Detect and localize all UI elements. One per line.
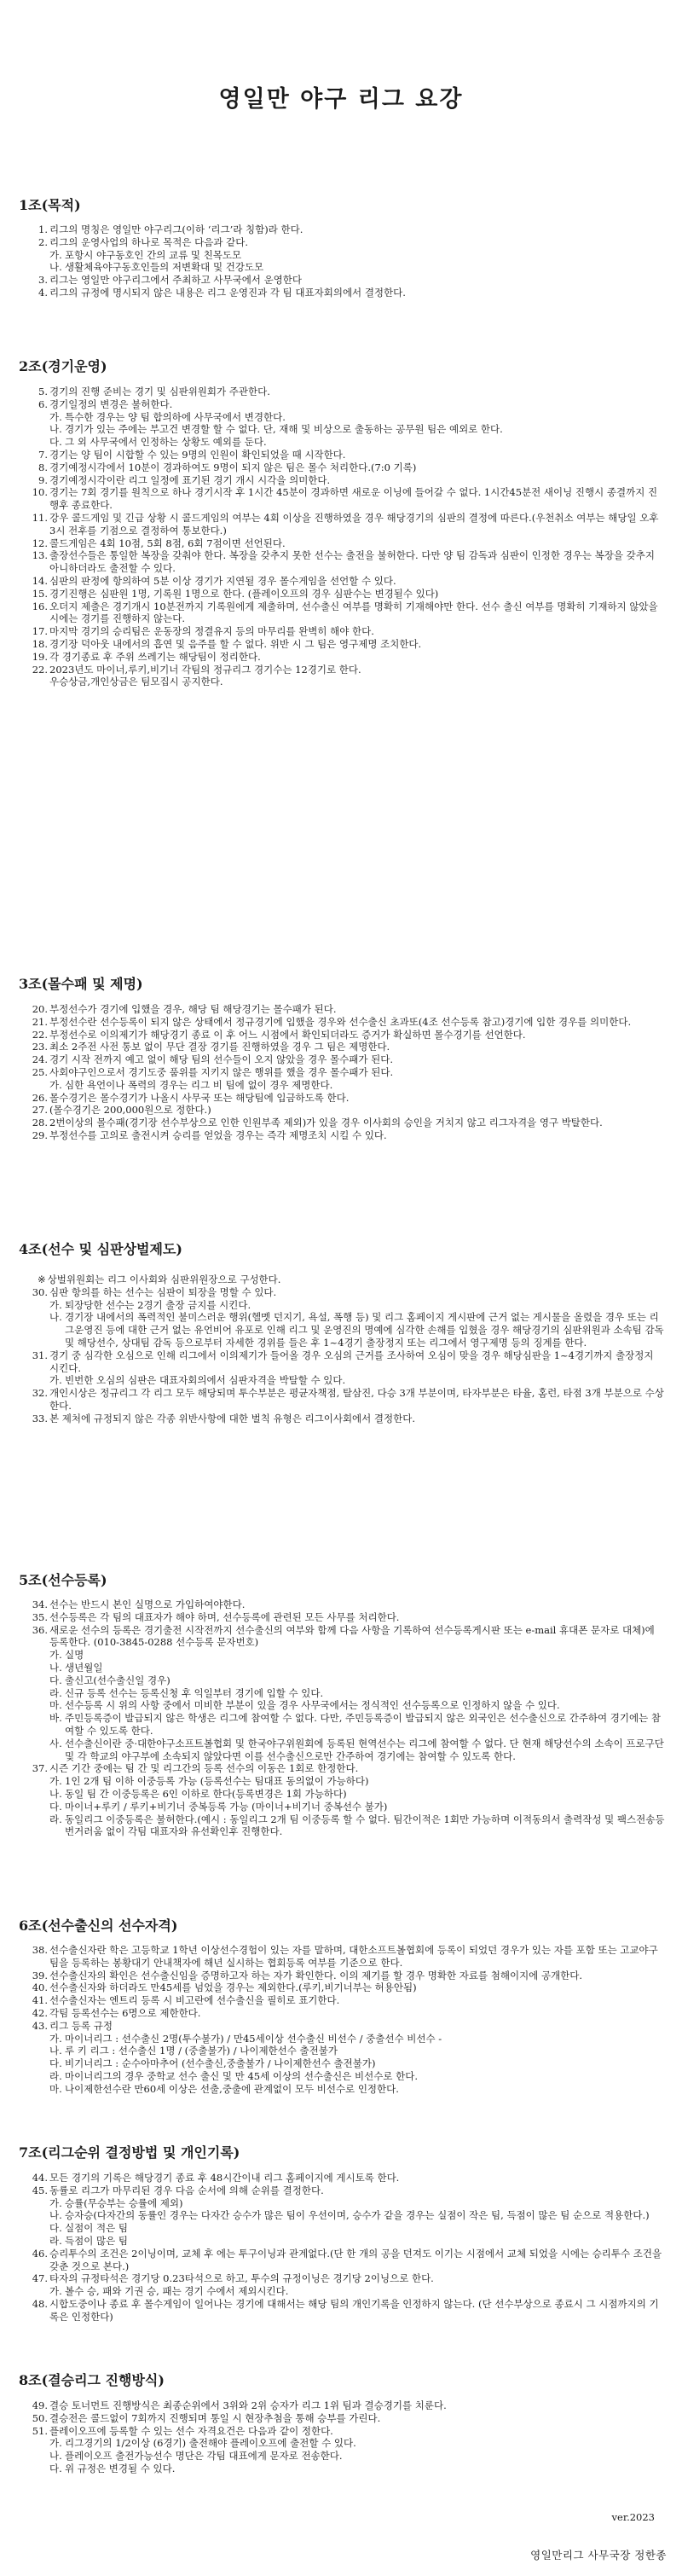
rule-subitem — [31, 2437, 665, 2450]
rule-item — [31, 1029, 665, 1041]
rule-subitem — [31, 1674, 665, 1687]
rule-text: 오더지 제출은 경기개시 10분전까지 기록원에게 제출하며, 선수출신 여부를 명확히 기재해야만 한다. 선수 출신 여부를 명확히 기재하지 않았을 시에는 경기를 진행하지 않는다. — [49, 600, 658, 625]
rule-item — [31, 537, 665, 550]
section-title: 2조(경기운영) — [19, 358, 107, 374]
rule-item — [31, 1104, 665, 1117]
rule-number: 34 . — [31, 1598, 48, 1611]
rule-list — [31, 223, 665, 299]
rule-text: 결승 토너먼트 진행방식은 최종순위에서 3위와 2위 승자가 리그 1위 팀과 결승경기를 치룬다. — [49, 2399, 447, 2411]
rule-number: 29 . — [31, 1129, 48, 1142]
subitem-marker: 사 . — [49, 1738, 62, 1750]
rule-text: 결승전은 콜드없이 7회까지 진행되며 통일 시 현장추첨을 통해 승부를 가린다. — [49, 2411, 381, 2424]
rule-item — [31, 1129, 665, 1142]
rule-text: 마지막 경기의 승리팀은 운동장의 정결유지 등의 마무리를 완벽히 해야 한다. — [49, 625, 374, 638]
rule-text: 경기예정시각이란 리그 일정에 표기된 경기 개시 시각을 의미한다. — [49, 473, 331, 486]
rule-item — [31, 1003, 665, 1016]
subitem-marker: 다 . — [49, 2463, 62, 2475]
rule-number: 39 . — [31, 1970, 48, 1982]
rule-subitem — [31, 2057, 665, 2070]
rule-subitem — [31, 2235, 665, 2248]
rule-item — [31, 2399, 665, 2412]
subitem-marker: 라 . — [49, 2235, 62, 2248]
rule-text: 부정선수가 경기에 입했을 경우, 해당 팀 해당경기는 몰수패가 된다. — [49, 1003, 337, 1015]
rule-text: 리그는 영일만 야구리그에서 주최하고 사무국에서 운영한다 — [49, 274, 302, 287]
rule-number: 46 . — [31, 2248, 48, 2260]
rule-subitem — [31, 1299, 665, 1312]
rule-text: 경기의 진행 준비는 경기 및 심판위원회가 주관한다. — [49, 386, 270, 397]
subitem-text: 플레이오프 출전가능선수 명단은 각팀 대표에게 문자로 전송한다. — [65, 2450, 343, 2463]
subitem-text: 포항시 야구동호인 간의 교류 및 친목도모 — [65, 248, 242, 261]
subitem-marker: 나 . — [49, 261, 62, 274]
rule-item — [31, 274, 665, 287]
rule-item — [31, 1117, 665, 1129]
rule-text: 사회야구인으로서 경기도중 품위를 지키지 않은 행위를 했을 경우 몰수패가 된다. — [49, 1065, 394, 1078]
rule-item — [31, 2412, 665, 2425]
subitem-marker: 다 . — [49, 1801, 62, 1813]
subitem-text: 실명 — [65, 1649, 84, 1662]
subitem-marker: 나 . — [49, 423, 62, 436]
subitem-text: 그 외 사무국에서 인정하는 상황도 예외를 둔다. — [65, 436, 267, 449]
subitem-text: 마이너리그의 경우 중학교 선수 출신 및 만 45세 이상의 선수출신은 비선수로 한다. — [65, 2069, 418, 2082]
subitem-text: 경기가 있는 주에는 부고건 변경할 할 수 없다. 단, 재해 및 비상으로 출동하는 공무원 팀은 예외로 한다. — [65, 423, 503, 436]
rule-number: 42 . — [31, 2007, 48, 2020]
rule-number: 45 . — [31, 2184, 48, 2197]
rule-item — [31, 512, 665, 537]
rule-number: 16 . — [31, 600, 48, 613]
rule-item — [31, 1970, 665, 1982]
rule-item — [31, 664, 665, 676]
subitem-marker: 가 . — [49, 2033, 62, 2045]
subitem-text: 주민등록증이 발급되지 않은 학생은 리그에 참여할 수 없다. 다만, 주민등록증이 발급되지 않은 외국인은 선수출신으로 간주하여 경기에는 참여할 수 있도록 한다. — [65, 1712, 662, 1737]
subitem-marker: 가 . — [49, 1299, 62, 1312]
rule-number: 32 . — [31, 1387, 48, 1400]
rule-list — [31, 1598, 665, 1838]
rule-subitem — [31, 1079, 665, 1092]
rule-item — [31, 1944, 665, 1970]
rule-text: 모든 경기의 기록은 해당경기 종료 후 48시간이내 리그 홈페이지에 게시토록 한다. — [49, 2172, 400, 2184]
subitem-text: 루 키 리그 : 선수출신 1명 / (중출불가) / 나이제한선수 출전불가 — [65, 2045, 338, 2057]
rule-number: 7 . — [31, 449, 48, 461]
rule-subitem — [31, 2285, 665, 2298]
rule-number: 43 . — [31, 2020, 48, 2033]
rule-number: 28 . — [31, 1117, 48, 1129]
rule-item — [31, 474, 665, 487]
subitem-marker: 나 . — [49, 2045, 62, 2057]
rule-subitem — [31, 2070, 665, 2083]
rule-number: 2 . — [31, 236, 48, 249]
subitem-marker: 가 . — [49, 1374, 62, 1387]
subitem-text: 볼수 승, 패와 기권 승, 패는 경기 수에서 제외시킨다. — [65, 2285, 289, 2298]
rule-number: 9 . — [31, 474, 48, 487]
subitem-marker: 다 . — [49, 2057, 62, 2070]
subitem-text: 나이제한선수란 만60세 이상은 선출,중출에 관계없이 모두 비선수로 인정한다. — [65, 2082, 399, 2095]
rule-text: 최소 2주전 사전 통보 없이 무단 결장 경기를 진행하였을 경우 그 팀은 제명한다. — [49, 1041, 390, 1053]
rule-subitem — [31, 436, 665, 449]
rule-item — [31, 1611, 665, 1624]
rule-number: 48 . — [31, 2298, 48, 2311]
rule-item — [31, 1981, 665, 1994]
note-marker: ※ — [38, 1273, 46, 1285]
rule-text: 선수는 반드시 본인 실명으로 가입하여야한다. — [49, 1598, 246, 1610]
rule-text: 경기 시작 전까지 예고 없이 해당 팀의 선수들이 오지 않았을 경우 몰수패가 된다. — [49, 1053, 394, 1066]
rule-item — [31, 549, 665, 575]
section-title: 6조(선수출신의 선수자격) — [19, 1917, 178, 1934]
rule-list — [31, 1003, 665, 1142]
rule-subitem — [31, 2450, 665, 2463]
rule-text: 경기는 7회 경기를 원칙으로 하나 경기시작 후 1시간 45분이 경과하면 새로운 이닝에 들어갈 수 없다. 1시간45분전 새이닝 진행시 종결까지 진행후 종료한다. — [49, 486, 658, 512]
subitem-marker: 마 . — [49, 2083, 62, 2096]
subitem-text: 선수등록 시 위의 사항 중에서 미비한 부분이 있을 경우 사무국에서는 정식적인 선수등록으로 인정하지 않을 수 있다. — [65, 1699, 560, 1712]
rule-text: 타자의 규정타석은 경기당 0.23타석으로 하고, 투수의 규정이닝은 경기당 2이닝으로 한다. — [49, 2272, 434, 2285]
rule-subitem — [31, 249, 665, 262]
rule-list — [31, 1944, 665, 2096]
subitem-marker: 가 . — [49, 1775, 62, 1788]
rule-list — [31, 386, 665, 688]
rule-text: 심판의 판정에 항의하여 5분 이상 경기가 지연될 경우 몰수게임을 선언할 수 있다. — [49, 574, 396, 587]
rule-text: 부정선수로 이의제기가 해당경기 종료 이 후 어느 시점에서 확인되더라도 증거가 확실하면 몰수경기를 선언한다. — [49, 1028, 526, 1041]
rule-number: 36 . — [31, 1624, 48, 1637]
subitem-marker: 가 . — [49, 1649, 62, 1662]
rule-number: 23 . — [31, 1041, 48, 1053]
rule-subitem — [31, 2033, 665, 2045]
section-title: 5조(선수등록) — [19, 1572, 107, 1588]
rule-number: 14 . — [31, 575, 48, 588]
subitem-text: 득점이 많은 팀 — [65, 2234, 128, 2247]
rule-text: 강우 콜드게임 및 긴급 상황 시 콜드게임의 여부는 4회 이상을 진행하였을 경우 해당경기의 심판의 결정에 따른다.(우천취소 여부는 해당일 오후 3시 전후를 기점으로 결정하여 통보한다.) — [49, 511, 659, 537]
subitem-marker: 가 . — [49, 2437, 62, 2450]
rule-item — [31, 386, 665, 398]
rule-text: (몰수경기은 200,000원으로 정한다.) — [49, 1104, 211, 1117]
rule-item — [31, 1092, 665, 1105]
subitem-text: 선수출신이란 중·대한야구소프트볼협회 및 한국야구위원회에 등록된 현역선수는 리그에 참여할 수 없다. 단 현재 해당선수의 소속이 프로구단 및 각 학교의 야구부에 소속되지 않았다면 이를 선수출신으로만 간주하여 경기에는 참여할 수 있도록 한다. — [65, 1737, 664, 1762]
subitem-marker: 나 . — [49, 1788, 62, 1801]
subitem-marker: 나 . — [49, 2450, 62, 2463]
rule-text: 리그의 운영사업의 하나로 목적은 다음과 같다. — [49, 235, 249, 248]
rule-item — [31, 2298, 665, 2324]
rule-text: 선수출신자란 학은 고등학교 1학년 이상선수경험이 있는 자를 말하며, 대한소프트볼협회에 등록이 되었던 경우가 있는 자를 포함 또는 고교야구팀을 등록하는 봉황대기 안내책자에 해년 실시하는 협회등록 여부를 기준으로 한다. — [49, 1944, 658, 1969]
subitem-text: 승자승(다자간의 동률인 경우는 다자간 승수가 많은 팀이 우선이며, 승수가 같을 경우는 실점이 작은 팀, 득점이 많은 팀 순으로 적용한다.) — [65, 2209, 650, 2222]
rule-text: 리그의 규정에 명시되지 않은 내용은 리그 운영진과 각 팀 대표자회의에서 결정한다. — [49, 286, 406, 299]
rule-number: 26 . — [31, 1092, 48, 1105]
subitem-text: 실점이 적은 팀 — [65, 2222, 128, 2235]
rule-item — [31, 236, 665, 249]
rule-text: 승리투수의 조건은 2이닝이며, 교체 후 에는 투구이닝과 관계없다.(단 한 개의 공을 던져도 이기는 시점에서 교체 되었을 시에는 승리투수 조건을 갖춘 것으로 본다.) — [49, 2247, 662, 2272]
rule-subitem — [31, 1775, 665, 1788]
subitem-text: 위 규정은 변경될 수 있다. — [65, 2462, 176, 2474]
rule-number: 1 . — [31, 223, 48, 236]
rule-item — [31, 2172, 665, 2184]
subitem-text: 마이너리그 : 선수출신 2명(투수불가) / 만45세이상 선수출신 비선수 / 중출선수 비선수 - — [65, 2032, 442, 2045]
subitem-text: 생년월일 — [65, 1661, 103, 1674]
rule-item — [31, 461, 665, 474]
subitem-marker: 다 . — [49, 1674, 62, 1687]
rule-subitem — [31, 2222, 665, 2235]
rule-item — [31, 287, 665, 299]
rule-number: 25 . — [31, 1066, 48, 1079]
rule-number: 37 . — [31, 1762, 48, 1775]
rule-number: 17 . — [31, 625, 48, 638]
subitem-text: 리그경기의 1/2이상 (6경기) 출전해야 플레이오프에 출전할 수 있다. — [65, 2437, 356, 2450]
subitem-marker: 라 . — [49, 1687, 62, 1700]
subitem-text: 동일 팀 간 이중등록은 6인 이하로 한다(등록변경은 1회 가능하다) — [65, 1787, 347, 1800]
rule-item — [31, 1053, 665, 1066]
rule-number: 15 . — [31, 588, 48, 600]
rule-number: 10 . — [31, 486, 48, 499]
rule-number: 24 . — [31, 1053, 48, 1066]
rule-text: 선수출신자와 하더라도 만45세를 넘었을 경우는 제외한다.(루키,비기너부는 허용안됨) — [49, 1981, 417, 1994]
rule-text: 심판 항의를 하는 선수는 심판이 퇴장을 명할 수 있다. — [49, 1285, 277, 1298]
rule-text: 부정선수란 선수등록이 되지 않은 상태에서 정규경기에 입했을 경우와 선수출신 초과또(4조 선수등록 참고)경기에 입한 경우를 의미한다. — [49, 1015, 632, 1028]
rule-number: 30 . — [31, 1286, 48, 1299]
section-title: 7조(리그순위 결정방법 및 개인기록) — [19, 2144, 240, 2161]
rule-subitem — [31, 411, 665, 424]
subitem-text: 1인 2개 팀 이하 이중등록 가능 (등록선수는 팀대표 동의없이 가능하다) — [65, 1775, 369, 1788]
rule-number: 6 . — [31, 398, 48, 411]
rule-text: 경기진행은 심판원 1명, 기록원 1명으로 한다. (플레이오프의 경우 심판수는 변경될수 있다) — [49, 587, 439, 600]
subitem-text: 특수한 경우는 양 팀 합의하에 사무국에서 변경한다. — [65, 410, 286, 423]
rule-number: 22 . — [31, 664, 48, 676]
rule-number: 33 . — [31, 1413, 48, 1425]
rule-item — [31, 1387, 665, 1413]
section-title: 3조(몰수패 및 제명) — [19, 976, 143, 992]
rule-subitem — [31, 2083, 665, 2096]
rule-text: 플레이오프에 등록할 수 있는 선수 자격요건은 다음과 같이 정한다. — [49, 2424, 333, 2437]
subitem-text: 경기장 내에서의 폭력적인 불미스러운 행위(헬멧 던지기, 욕설, 폭행 등) 및 리그 홈페이지 게시판에 근거 없는 게시물을 올렸을 경우 또는 리그운영진 등에 대한 근거 없는 유언비어 유포로 인해 리그 및 운영진의 명예에 심각한 손해를 입혔을 경우 해당경기의 심판위원과 소속팀 감독 및 해당선수, 상대팀 감독 등으로부터 자세한 경위를 들은 후 1~4경기 출장정지 또는 리그에서 영구제명 등의 징계를 한다. — [65, 1311, 664, 1349]
rule-subitem — [31, 1649, 665, 1662]
rule-number: 47 . — [31, 2272, 48, 2285]
subitem-marker: 가 . — [49, 2197, 62, 2210]
rule-item — [31, 1041, 665, 1053]
rule-text: 몰수경기은 몰수경기가 나올시 사무국 또는 해당팀에 입금하도록 한다. — [49, 1091, 350, 1104]
rule-item — [31, 575, 665, 588]
subitem-marker: 가 . — [49, 249, 62, 262]
rule-number: 18 . — [31, 638, 48, 651]
section-note — [31, 1273, 665, 1286]
rule-subitem — [31, 1699, 665, 1712]
footer-signature: 영일만리그 사무국장 정한종 — [530, 2549, 667, 2561]
rule-number: 50 . — [31, 2412, 48, 2425]
rule-subitem — [31, 1801, 665, 1813]
rule-number: 31 . — [31, 1349, 48, 1362]
rule-item — [31, 1994, 665, 2007]
rule-number: 12 . — [31, 537, 48, 550]
rule-subitem — [31, 1788, 665, 1801]
rule-text: 시합도중이나 종료 후 몰수게임이 일어나는 경기에 대해서는 해당 팀의 개인기록을 인정하지 않는다. (단 선수부상으로 종료시 그 시점까지의 기록은 인정한다) — [49, 2297, 659, 2323]
rule-text: 선수출신자의 확인은 선수출신임을 증명하고자 하는 자가 확인한다. 이의 제기를 할 경우 명확한 자료를 첨해이지에 공개한다. — [49, 1969, 583, 1981]
rule-number: 40 . — [31, 1981, 48, 1994]
rule-item — [31, 1762, 665, 1775]
rule-text: 2번이상의 몰수패(경기장 선수부상으로 인한 인원부족 제외)가 있을 경우 이사회의 승인을 거치지 않고 리그자격을 영구 박탈한다. — [49, 1117, 603, 1129]
subitem-marker: 나 . — [49, 2209, 62, 2222]
rule-text: 새로운 선수의 등록은 경기출전 시작전까지 선수출신의 여부와 함께 다음 사항을 기록하여 선수등록게시판 또는 e-mail 휴대폰 문자로 대체)에 등록한다. (010-3845-0288 선수등록 문자번호) — [49, 1623, 655, 1649]
rule-text: 경기장 덕아웃 내에서의 흡연 및 음주를 할 수 없다. 위반 시 그 팀은 영구제명 조치한다. — [49, 637, 422, 650]
rule-item — [31, 223, 665, 236]
rule-number: 5 . — [31, 386, 48, 398]
rule-text: 본 제처에 규정되지 않은 각종 위반사항에 대한 벌칙 유형은 리그이사회에서 결정한다. — [49, 1412, 416, 1424]
subitem-marker: 가 . — [49, 1079, 62, 1092]
subitem-marker: 나 . — [49, 1662, 62, 1674]
rule-item — [31, 2248, 665, 2273]
rule-number: 22 . — [31, 1029, 48, 1041]
subitem-marker: 가 . — [49, 2285, 62, 2298]
subitem-text: 비기너리그 : 순수아마추어 (선수출신,중출불가 / 나이제한선수 출전불가) — [65, 2057, 376, 2070]
subitem-text: 빈번한 오심의 심판은 대표자회의에서 심판자격을 박탈할 수 있다. — [65, 1374, 346, 1387]
subitem-marker: 가 . — [49, 411, 62, 424]
rule-item — [31, 1413, 665, 1425]
rule-subitem — [31, 423, 665, 436]
rule-number: 44 . — [31, 2172, 48, 2184]
rule-number: 20 . — [31, 1003, 48, 1016]
rule-subitem — [31, 2209, 665, 2222]
rule-subitem — [31, 261, 665, 274]
subitem-text: 승률(무승부는 승률에 제외) — [65, 2196, 183, 2209]
rule-text: 경기예정시각에서 10분이 경과하여도 9명이 되지 않은 팀은 몰수 처리한다.(7:0 기록) — [49, 461, 417, 473]
rule-item — [31, 1598, 665, 1611]
section-remark: 우승상금,개인상금은 팀모집시 공지한다. — [49, 676, 223, 688]
rule-item — [31, 449, 665, 461]
subitem-text: 생활체육야구동호인들의 저변확대 및 건강도모 — [65, 261, 264, 274]
rule-item — [31, 651, 665, 664]
rule-item — [31, 588, 665, 600]
rule-text: 동률로 리그가 마무리된 경우 다음 순서에 의해 순위를 결정한다. — [49, 2184, 324, 2196]
rule-text: 콜드게임은 4회 10점, 5회 8점, 6회 7점이면 선언된다. — [49, 537, 286, 549]
version-label: ver.2023 — [611, 2511, 655, 2523]
rule-number: 27 . — [31, 1104, 48, 1117]
subitem-text: 심한 욕언이나 폭력의 경우는 리그 비 팀에 없이 경우 제명한다. — [65, 1078, 333, 1091]
rule-text: 경기일정의 변경은 불허한다. — [49, 397, 173, 410]
rule-item — [31, 1286, 665, 1299]
rule-item — [31, 1624, 665, 1650]
rule-number: 41 . — [31, 1994, 48, 2007]
rule-number: 38 . — [31, 1944, 48, 1957]
rule-subitem — [31, 2197, 665, 2210]
subitem-marker: 마 . — [49, 1699, 62, 1712]
rule-text: 선수등록은 각 팀의 대표자가 해야 하며, 선수등록에 관련된 모든 사무를 처리한다. — [49, 1610, 400, 1623]
rule-item — [31, 625, 665, 638]
page-title: 영일만 야구 리그 요강 — [218, 86, 464, 113]
rule-list — [31, 2172, 665, 2324]
rule-item — [31, 486, 665, 512]
rule-item — [31, 398, 665, 411]
section-title: 1조(목적) — [19, 197, 81, 213]
rule-item — [31, 2425, 665, 2438]
subitem-marker: 바 . — [49, 1712, 62, 1725]
rule-text: 각팀 등록선수는 6명으로 제한한다. — [49, 2006, 201, 2019]
rule-subitem — [31, 1813, 665, 1839]
rule-number: 3 . — [31, 274, 48, 287]
section-title: 4조(선수 및 심판상벌제도) — [19, 1241, 182, 1257]
rule-subitem — [31, 2045, 665, 2057]
rule-subitem — [31, 1311, 665, 1349]
rule-item — [31, 2020, 665, 2033]
rule-subitem — [31, 2463, 665, 2475]
note-text: 상벌위원회는 리그 이사회와 심판위원장으로 구성한다. — [47, 1273, 281, 1285]
rule-number: 35 . — [31, 1611, 48, 1624]
section-title: 8조(결승리그 진행방식) — [19, 2372, 165, 2388]
subitem-text: 신규 등록 선수는 등록신청 후 익일부터 경기에 입할 수 있다. — [65, 1686, 324, 1699]
subitem-marker: 라 . — [49, 1813, 62, 1826]
subitem-marker: 다 . — [49, 2222, 62, 2235]
rule-number: 13 . — [31, 549, 48, 562]
rule-subitem — [31, 1374, 665, 1387]
rule-item — [31, 2007, 665, 2020]
rule-item — [31, 2272, 665, 2285]
rule-text: 리그 등록 규정 — [49, 2019, 113, 2032]
subitem-text: 출신고(선수출신일 경우) — [65, 1674, 170, 1686]
rule-subitem — [31, 1662, 665, 1674]
rule-list — [31, 2399, 665, 2475]
rule-item — [31, 638, 665, 651]
subitem-marker: 나 . — [49, 1311, 62, 1324]
rule-number: 11 . — [31, 512, 48, 525]
rule-text: 선수출신자는 엔트리 등록 시 비고란에 선수출신을 필히로 표기한다. — [49, 1994, 340, 2007]
rule-subitem — [31, 1712, 665, 1738]
rule-text: 시즌 기간 중에는 팀 간 및 리그간의 등록 선수의 이동은 1회로 한정한다. — [49, 1762, 359, 1775]
subitem-text: 퇴장당한 선수는 2경기 출장 금지를 시킨다. — [65, 1298, 251, 1311]
subitem-marker: 다 . — [49, 436, 62, 449]
rule-text: 개인시상은 정규리그 각 리그 모두 해당되며 투수부분은 평균자책점, 탈삼진, 다승 3개 부분이며, 타자부분은 타율, 홈런, 타점 3개 부분으로 수상한다. — [49, 1387, 664, 1412]
rule-text: 부정선수를 고의로 출전시켜 승리를 얻었을 경우는 즉각 제명조치 시킬 수 있다. — [49, 1128, 387, 1141]
rule-item — [31, 1016, 665, 1029]
subitem-text: 동일리그 이중등록은 불허한다.(예시 : 동일리그 2개 팀 이중등록 할 수 없다. 팀간이적은 1회만 가능하며 이적동의서 출력작성 및 팩스전송등 번거러움 없이 각팀 대표자와 유선확인후 진행한다. — [65, 1813, 665, 1838]
rule-number: 21 . — [31, 1016, 48, 1029]
rule-item — [31, 1066, 665, 1079]
rule-item — [31, 2184, 665, 2197]
rule-list — [31, 1273, 665, 1425]
rule-number: 8 . — [31, 461, 48, 474]
rule-text: 출장선수들은 통일한 복장을 갖춰야 한다. 복장을 갖추지 못한 선수는 출전을 불허한다. 다만 양 팀 감독과 심판이 인정한 경우는 복장을 갖추지 아니하더라도 출전할 수 있다. — [49, 549, 655, 575]
rule-text: 2023년도 마이너,루키,비기너 각팀의 정규리그 경기수는 12경기로 한다. — [49, 663, 361, 676]
rule-subitem — [31, 1687, 665, 1700]
rule-item — [31, 600, 665, 626]
rule-text: 리그의 명칭은 영일만 야구리그(이하 ‘리그’라 칭함)라 한다. — [49, 223, 303, 235]
rule-number: 19 . — [31, 651, 48, 664]
rule-number: 51 . — [31, 2425, 48, 2438]
subitem-text: 마이너+루키 / 루키+비기너 중복등록 가능 (마이너+비기너 중복선수 불가) — [65, 1800, 388, 1813]
rule-number: 49 . — [31, 2399, 48, 2412]
subitem-marker: 라 . — [49, 2070, 62, 2083]
rule-text: 경기는 양 팀이 시합할 수 있는 9명의 인원이 확인되었을 때 시작한다. — [49, 448, 346, 461]
rule-text: 각 경기종료 후 주위 쓰레기는 해당팀이 정리한다. — [49, 650, 261, 663]
rule-item — [31, 1349, 665, 1375]
rule-text: 경기 중 심각한 오심으로 인해 리그에서 이의제기가 들어올 경우 오심의 근거를 조사하여 오심이 맞을 경우 해당심판을 1~4경기까지 출장정지 시킨다. — [49, 1349, 654, 1374]
rule-subitem — [31, 1738, 665, 1763]
rule-number: 4 . — [31, 287, 48, 299]
